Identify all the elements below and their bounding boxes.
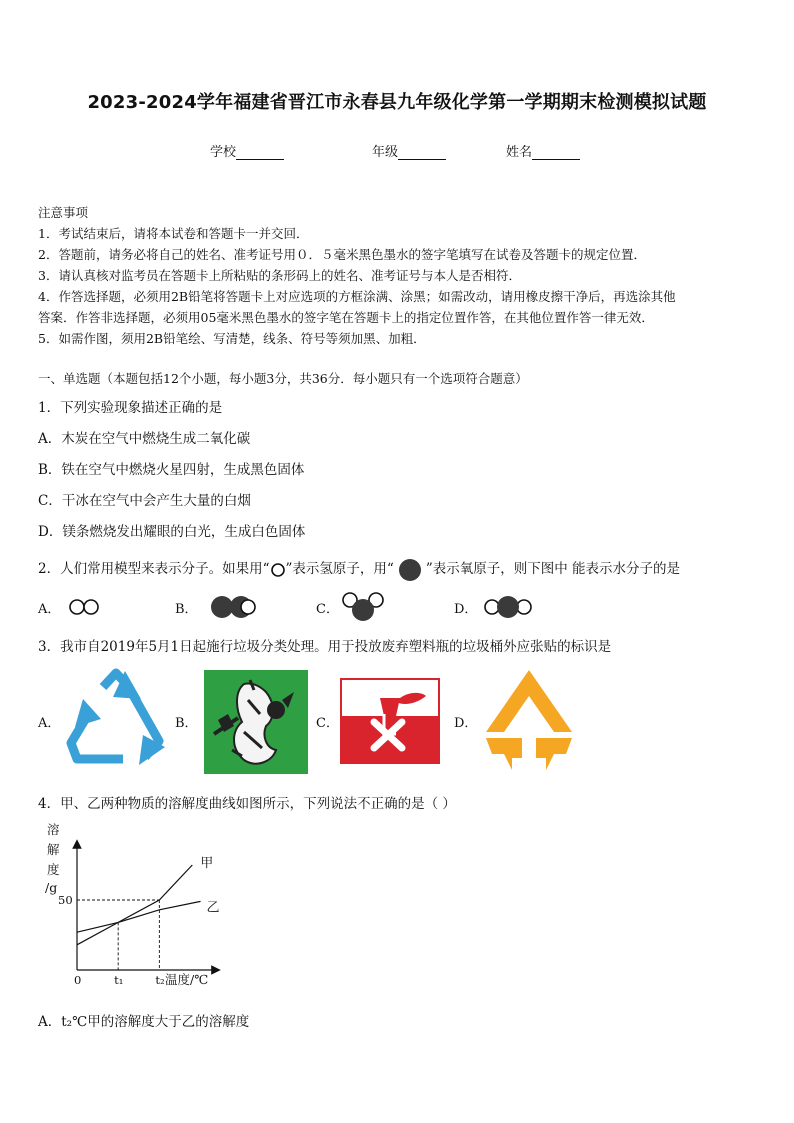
y-axis-label — [45, 822, 60, 895]
q4-stem: 4．甲、乙两种物质的溶解度曲线如图所示，下列说法不正确的是（ ） — [38, 796, 456, 812]
q2-stem-part-a: 2．人们常用模型来表示分子。如果用“ — [38, 561, 270, 577]
note-3: 3．请认真核对监考员在答题卡上所粘贴的条形码上的姓名、准考证号与本人是否相符． — [38, 268, 521, 283]
q2-label-c[interactable]: C． — [316, 602, 339, 617]
molecule-b-icon[interactable] — [210, 594, 254, 620]
q4-option-a[interactable]: A．t₂℃甲的溶解度大于乙的溶解度 — [38, 1014, 250, 1030]
series-line-jia — [77, 865, 192, 945]
series-line-yi — [77, 901, 201, 932]
q3-label-d[interactable]: D． — [454, 716, 478, 731]
grade-blank[interactable] — [398, 145, 446, 160]
solubility-chart — [40, 820, 240, 1000]
section-heading: 一、单选题（本题包括12个小题，每小题3分，共36分．每小题只有一个选项符合题意） — [38, 371, 528, 386]
school-blank[interactable] — [236, 145, 284, 160]
x-tick-label: t₂ — [155, 973, 165, 987]
oxygen-atom-icon — [398, 558, 422, 582]
grade-field — [372, 141, 446, 160]
q2-label-d[interactable]: D． — [454, 602, 478, 617]
page-title: 2023-2024学年福建省晋江市永春县九年级化学第一学期期末检测模拟试题 — [87, 92, 707, 113]
other-waste-sign-icon[interactable] — [482, 666, 576, 774]
molecule-c-icon[interactable] — [340, 590, 386, 624]
y-label-char: 解 — [47, 842, 60, 857]
name-label: 姓名 — [506, 145, 533, 160]
q3-label-b[interactable]: B． — [175, 716, 198, 731]
note-2: 2．答题前，请务必将自己的姓名、准考证号用０．５毫米黑色墨水的签字笔填写在试卷及答题卡的规定位置． — [38, 247, 646, 262]
q3-label-a[interactable]: A． — [38, 716, 61, 731]
q2-stem-part-c: ”表示氧原子，则下图中 能表示水分子的是 — [425, 561, 681, 577]
y-label-char: /g — [45, 880, 58, 895]
name-field — [506, 141, 580, 160]
guide-lines — [77, 900, 159, 970]
q1-option-b[interactable]: B．铁在空气中燃烧火星四射，生成黑色固体 — [38, 462, 305, 478]
hazardous-waste-sign-icon[interactable] — [340, 678, 440, 764]
name-blank[interactable] — [532, 145, 580, 160]
y-tick-label: 50 — [58, 893, 73, 907]
q1-stem: 1．下列实验现象描述正确的是 — [38, 400, 223, 416]
q1-option-a[interactable]: A．木炭在空气中燃烧生成二氧化碳 — [38, 431, 251, 447]
x-axis-label: 温度/℃ — [165, 972, 209, 987]
q2-stem — [38, 557, 680, 582]
school-field — [210, 141, 284, 160]
q1-option-c[interactable]: C．干冰在空气中会产生大量的白烟 — [38, 493, 251, 509]
school-label: 学校 — [210, 145, 237, 160]
q3-stem: 3．我市自2019年5月1日起施行垃圾分类处理。用于投放废弃塑料瓶的垃圾桶外应张贴的标识是 — [38, 639, 612, 655]
q2-stem-part-b: ”表示氢原子，用“ — [285, 561, 394, 577]
note-4: 4．作答选择题，必须用2B铅笔将答题卡上对应选项的方框涂满、涂黑；如需改动，请用橡皮擦干净后，再选涂其他 — [38, 289, 676, 304]
recycle-sign-icon[interactable] — [63, 669, 169, 769]
molecule-a-icon[interactable] — [68, 598, 102, 616]
note-4-cont: 答案．作答非选择题，必须用05毫米黑色墨水的签字笔在答题卡上的指定位置作答，在其他位置作答一律无效． — [38, 310, 654, 325]
molecule-d-icon[interactable] — [482, 594, 538, 620]
kitchen-waste-sign-icon[interactable] — [204, 670, 308, 774]
notes-heading: 注意事项 — [38, 205, 89, 220]
hydrogen-atom-icon — [270, 563, 286, 577]
tick-labels — [58, 893, 165, 987]
y-label-char: 度 — [47, 862, 60, 877]
y-label-char: 溶 — [47, 822, 60, 837]
x-tick-label: t₁ — [114, 973, 124, 987]
series-label-yi: 乙 — [206, 900, 220, 916]
note-5: 5．如需作图，须用2B铅笔绘、写清楚，线条、符号等须加黑、加粗． — [38, 331, 426, 346]
q2-label-b[interactable]: B． — [175, 602, 198, 617]
grade-label: 年级 — [372, 145, 399, 160]
q1-option-d[interactable]: D．镁条燃烧发出耀眼的白光，生成白色固体 — [38, 524, 306, 540]
q2-label-a[interactable]: A． — [38, 602, 61, 617]
q3-label-c[interactable]: C． — [316, 716, 339, 731]
note-1: 1．考试结束后，请将本试卷和答题卡一并交回． — [38, 226, 309, 241]
series-label-jia: 甲 — [200, 856, 214, 871]
x-tick-label: 0 — [74, 973, 82, 987]
